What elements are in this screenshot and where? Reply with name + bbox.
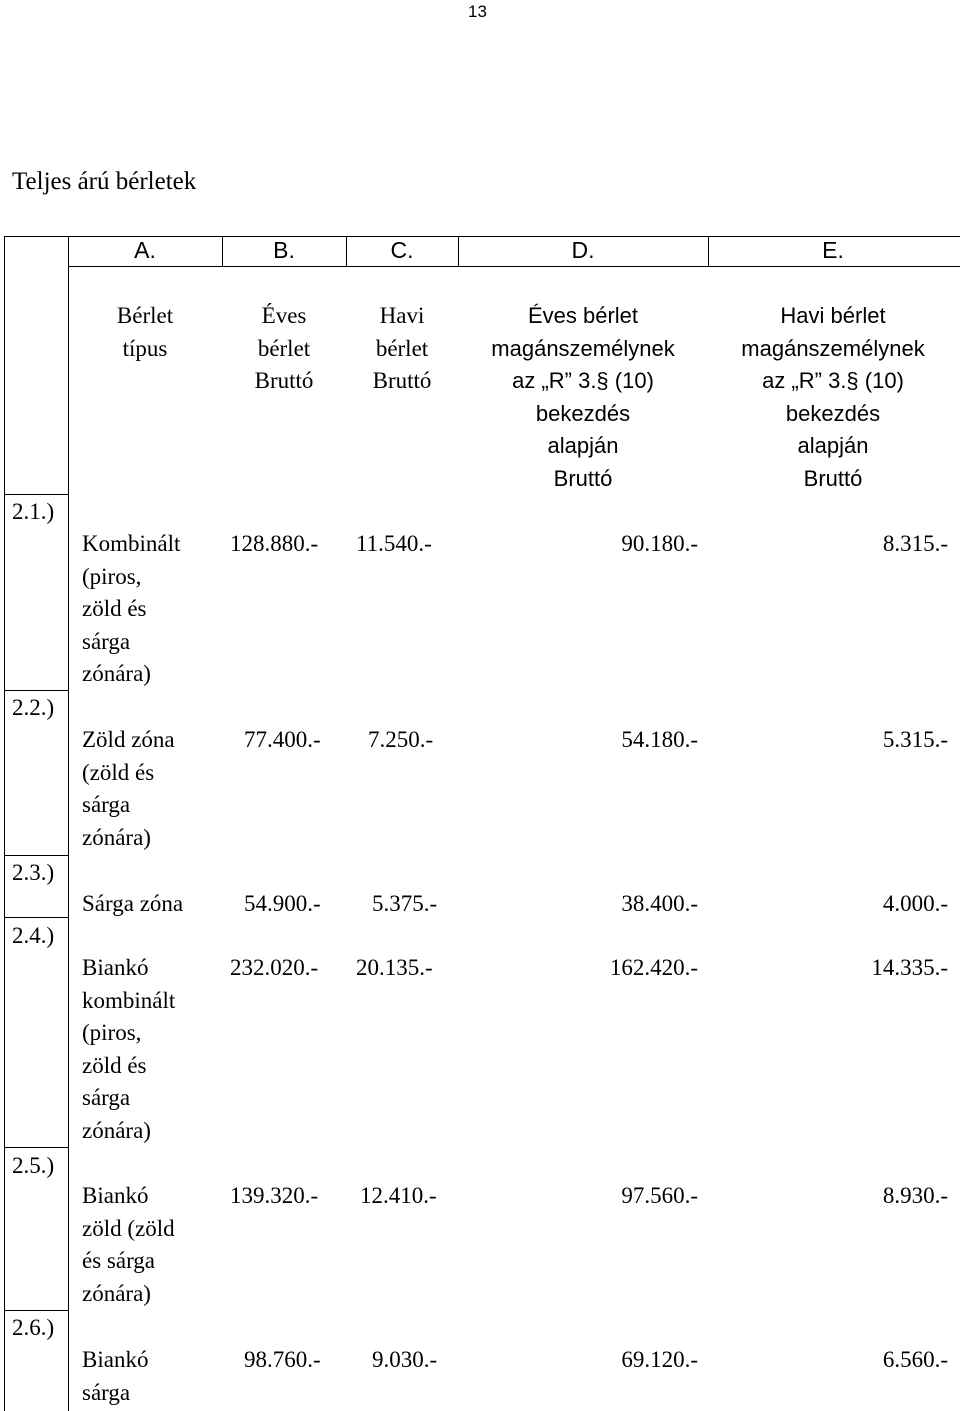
- annual-gross-value: 128.880.-: [230, 531, 319, 556]
- row-number: 2.5.): [12, 1153, 55, 1178]
- annual-private-value: 90.180.-: [621, 531, 698, 556]
- column-letter-b: B.: [273, 237, 295, 263]
- monthly-private-value: 5.315.-: [882, 727, 948, 752]
- row-type: Biankó sárga: [82, 1347, 149, 1405]
- column-letter-d: D.: [571, 237, 595, 263]
- monthly-private-value: 8.315.-: [882, 531, 948, 556]
- monthly-private-value: 6.560.-: [882, 1347, 948, 1372]
- annual-private-value: 69.120.-: [621, 1347, 698, 1372]
- row-number: 2.1.): [12, 499, 55, 524]
- annual-gross-value: 77.400.-: [244, 727, 321, 752]
- annual-private-value: 162.420.-: [609, 955, 698, 980]
- row-number: 2.6.): [12, 1315, 55, 1340]
- row-type: Zöld zóna (zöld és sárga zónára): [82, 727, 175, 850]
- page-number: 13: [468, 2, 487, 21]
- header-monthly-gross: Havi bérlet Bruttó: [372, 303, 432, 393]
- column-letter-e: E.: [822, 237, 844, 263]
- monthly-gross-value: 9.030.-: [372, 1347, 438, 1372]
- header-annual-private: Éves bérlet magánszemélynek az „R” 3.§ (10) bekezdés alapján Bruttó: [491, 303, 675, 491]
- column-letter-a: A.: [134, 237, 156, 263]
- row-type: Kombinált (piros, zöld és sárga zónára): [82, 531, 181, 686]
- annual-gross-value: 98.760.-: [244, 1347, 321, 1372]
- row-type: Biankó kombinált (piros, zöld és sárga zónára): [82, 955, 176, 1143]
- monthly-gross-value: 20.135.-: [356, 955, 433, 980]
- row-number: 2.4.): [12, 923, 55, 948]
- monthly-gross-value: 11.540.-: [356, 531, 432, 556]
- monthly-private-value: 14.335.-: [871, 955, 948, 980]
- header-annual-gross: Éves bérlet Bruttó: [254, 303, 314, 393]
- monthly-private-value: 4.000.-: [882, 891, 948, 916]
- annual-private-value: 97.560.-: [621, 1183, 698, 1208]
- annual-gross-value: 232.020.-: [230, 955, 319, 980]
- monthly-gross-value: 12.410.-: [360, 1183, 437, 1208]
- monthly-gross-value: 5.375.-: [372, 891, 438, 916]
- annual-private-value: 54.180.-: [621, 727, 698, 752]
- header-type: Bérlet típus: [116, 303, 174, 361]
- header-monthly-private: Havi bérlet magánszemélynek az „R” 3.§ (10) bekezdés alapján Bruttó: [741, 303, 925, 491]
- annual-gross-value: 54.900.-: [244, 891, 321, 916]
- row-type: Biankó zöld (zöld és sárga zónára): [82, 1183, 175, 1306]
- annual-private-value: 38.400.-: [621, 891, 698, 916]
- row-type: Sárga zóna: [82, 891, 184, 916]
- row-number: 2.3.): [12, 860, 55, 885]
- section-heading: Teljes árú bérletek: [12, 168, 197, 195]
- column-letter-c: C.: [390, 237, 414, 263]
- row-number: 2.2.): [12, 695, 55, 720]
- annual-gross-value: 139.320.-: [230, 1183, 319, 1208]
- monthly-gross-value: 7.250.-: [368, 727, 434, 752]
- monthly-private-value: 8.930.-: [882, 1183, 948, 1208]
